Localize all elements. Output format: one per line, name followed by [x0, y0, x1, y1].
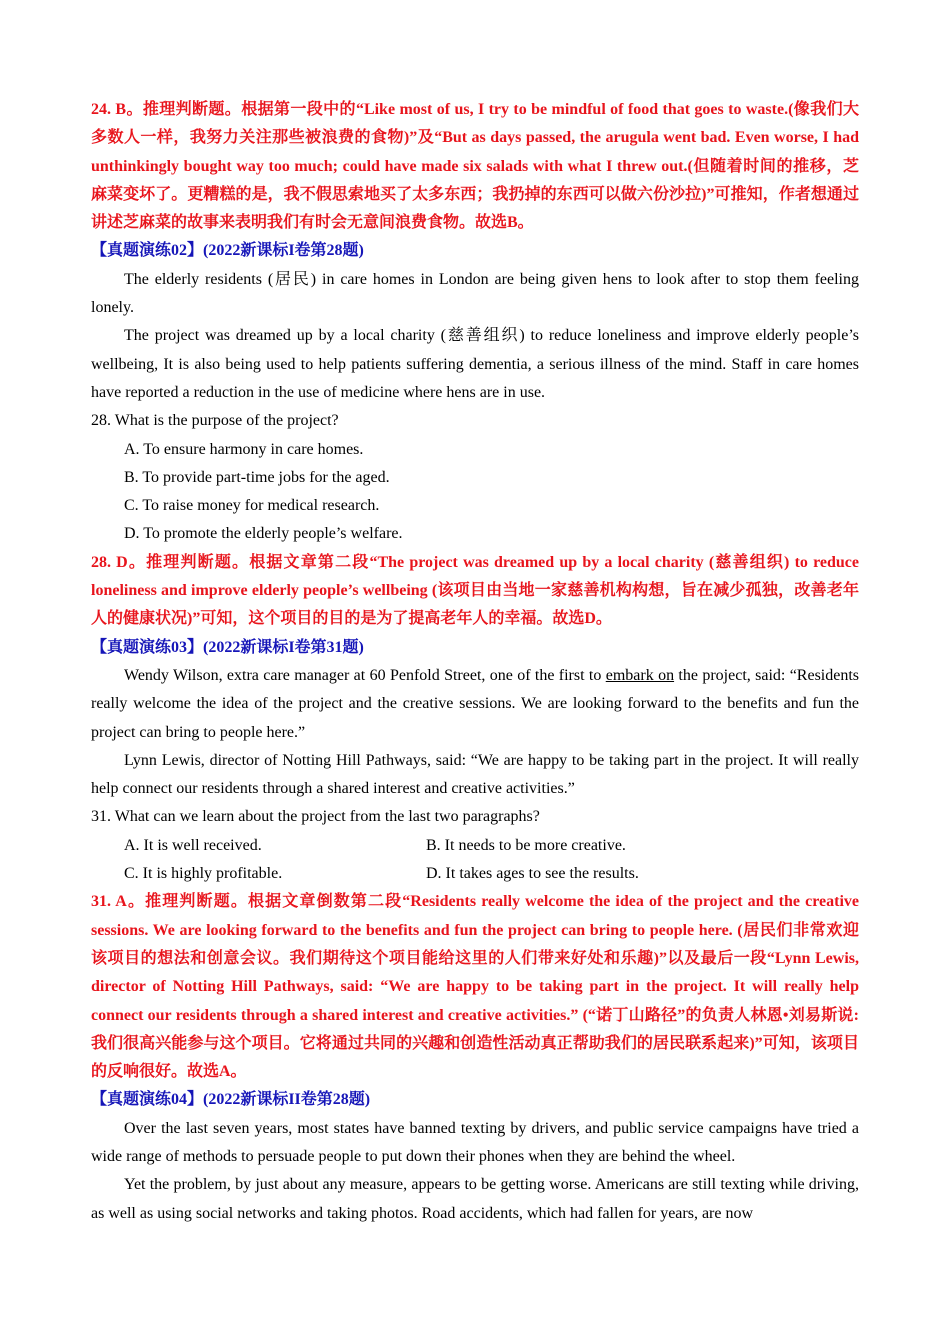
section-03-heading: 【真题演练03】(2022新课标I卷第31题): [91, 638, 364, 656]
question-31: 31. What can we learn about the project from the last two paragraphs?: [91, 808, 540, 826]
paragraph-1-text-after: the project, said: “Residents really welcome the idea of the project and the creative sessions. We are looking forward to the benefits and fun the project can bring to people here.”: [91, 666, 860, 741]
question-28-option-b: B. To provide part-time jobs for the aged.: [124, 468, 390, 486]
question-28-option-c: C. To raise money for medical research.: [124, 497, 380, 515]
question-31-option-d: D. It takes ages to see the results.: [426, 865, 639, 883]
section-02-paragraph-2: The project was dreamed up by a local charity (慈善组织) to reduce loneliness and improve elderly people’s wellbeing, It is also being used to help patients suffering dementia, a serious illness of the mind. Staff in care homes have reported a reduction in the use of medicine where hens are in use.: [91, 327, 859, 401]
answer-24: 24. B。推理判断题。根据第一段中的“Like most of us, I try to be mindful of food that goes to waste.(像我们大多数人一样，我努力关注那些被浪费的食物)”及“But as days passed, the arugula went bad. Even worse, I had unthinkingly bought way too much; could have made six salads with what I threw out.(但随着时间的推移，芝麻菜变坏了。更糟糕的是，我不假思索地买了太多东西；我扔掉的东西可以做六份沙拉)”可推知，作者想通过讲述芝麻菜的故事来表明我们有时会无意间浪费食物。故选B。: [91, 101, 859, 232]
section-02-heading: 【真题演练02】(2022新课标I卷第28题): [91, 242, 364, 260]
question-31-options-row-2: [91, 860, 859, 888]
section-02-paragraph-1: The elderly residents (居民) in care homes in London are being given hens to look after to stop them feeling lonely.: [91, 270, 859, 317]
question-31-option-c: C. It is highly profitable.: [124, 865, 283, 883]
section-03-paragraph-1: [91, 662, 859, 747]
section-04-paragraph-1: Over the last seven years, most states have banned texting by drivers, and public service campaigns have tried a wide range of methods to persuade people to put down their phones when they are behind the wheel.: [91, 1119, 859, 1165]
underlined-phrase: embark on: [605, 666, 675, 684]
section-03-paragraph-2: Lynn Lewis, director of Notting Hill Pathways, said: “We are happy to be taking part in the project. It will really help connect our residents through a shared interest and creative activities.”: [91, 751, 859, 798]
paragraph-1-text-before: Wendy Wilson, extra care manager at 60 Penfold Street, one of the first to: [124, 666, 606, 684]
question-28-option-a: A. To ensure harmony in care homes.: [124, 440, 364, 458]
question-28-option-d: D. To promote the elderly people’s welfare.: [124, 525, 403, 543]
question-31-option-b: B. It needs to be more creative.: [426, 836, 626, 854]
answer-31: 31. A。推理判断题。根据文章倒数第二段“Residents really welcome the idea of the project and the creative sessions. We are looking forward to the benefits and fun the project can bring to people here. (居民们非常欢迎该项目的想法和创意会议。我们期待这个项目能给这里的人们带来好处和乐趣)”以及最后一段“Lynn Lewis, director of Notting Hill Pathways, said: “We are happy to be taking part in the project. It will really help connect our residents through a shared interest and creative activities.” (“诺丁山路径”的负责人林恩•刘易斯说:我们很高兴能参与这个项目。它将通过共同的兴趣和创造性活动真正帮助我们的居民联系起来)”可知，该项目的反响很好。故选A。: [91, 893, 859, 1081]
answer-28: 28. D。推理判断题。根据文章第二段“The project was dreamed up by a local charity (慈善组织) to reduce loneliness and improve elderly people’s wellbeing (该项目由当地一家慈善机构构想，旨在减少孤独，改善老年人的健康状况)”可知，这个项目的目的是为了提高老年人的幸福。故选D。: [91, 553, 859, 628]
question-31-options-row-1: [91, 832, 859, 860]
section-04-heading: 【真题演练04】(2022新课标II卷第28题): [91, 1091, 371, 1109]
section-04-paragraph-2: Yet the problem, by just about any measure, appears to be getting worse. Americans are still texting while driving, as well as using social networks and taking photos. Road accidents, which had fallen for years, are now: [91, 1176, 859, 1222]
question-28: 28. What is the purpose of the project?: [91, 412, 339, 430]
question-31-option-a: A. It is well received.: [124, 836, 262, 854]
